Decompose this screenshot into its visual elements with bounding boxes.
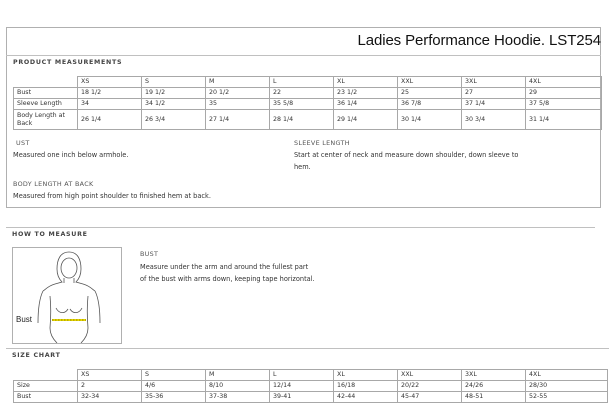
sc-cell: 52-55 [526,392,608,403]
pm-cell: 27 1/4 [206,110,270,130]
pm-size-header: XL [334,77,398,88]
pm-row-bust [14,88,602,99]
sc-size-header: 4XL [526,370,608,381]
sc-size-header: S [142,370,206,381]
sc-cell: 28/30 [526,381,608,392]
sc-size-header: M [206,370,270,381]
pm-cell: 34 [78,99,142,110]
pm-cell: 22 [270,88,334,99]
pm-cell: 23 1/2 [334,88,398,99]
pm-cell: 30 1/4 [398,110,462,130]
pm-size-header: 3XL [462,77,526,88]
sleeve-length-note-text: Start at center of neck and measure down shoulder, down sleeve to [294,151,519,159]
bust-measure-label: BUST [140,250,159,258]
pm-cell: 29 1/4 [334,110,398,130]
size-chart-heading: SIZE CHART [12,352,61,359]
sc-cell: 42-44 [334,392,398,403]
pm-row-body-length [14,110,602,130]
sc-cell: 16/18 [334,381,398,392]
pm-cell: 27 [462,88,526,99]
sc-cell: 45-47 [398,392,462,403]
sc-cell: 2 [78,381,142,392]
sc-size-header: XXL [398,370,462,381]
sleeve-length-note-label: SLEEVE LENGTH [294,139,350,147]
sc-cell: 24/26 [462,381,526,392]
body-length-note-label: BODY LENGTH AT BACK [13,180,94,188]
how-to-measure-heading: HOW TO MEASURE [12,231,88,238]
measure-figure [12,247,122,344]
sc-header-row [14,370,608,381]
page-title: Ladies Performance Hoodie. LST254 [357,32,601,49]
pm-header-row [14,77,602,88]
pm-size-header: S [142,77,206,88]
sc-cell: 39-41 [270,392,334,403]
pm-cell: 36 1/4 [334,99,398,110]
sc-cell: 20/22 [398,381,462,392]
pm-cell: 28 1/4 [270,110,334,130]
pm-cell: 29 [526,88,602,99]
pm-size-header: XXL [398,77,462,88]
sc-cell: 37-38 [206,392,270,403]
size-chart-divider [6,348,609,349]
sc-cell: 32-34 [78,392,142,403]
pm-row-label: Sleeve Length [14,99,78,110]
pm-row-sleeve-length [14,99,602,110]
sc-row-bust [14,392,608,403]
pm-size-header: M [206,77,270,88]
sc-cell: 4/6 [142,381,206,392]
pm-size-header: XS [78,77,142,88]
pm-cell: 34 1/2 [142,99,206,110]
pm-cell: 19 1/2 [142,88,206,99]
pm-size-header: L [270,77,334,88]
bust-measure-text-cont: of the bust with arms down, keeping tape horizontal. [140,275,315,283]
sc-size-header: XS [78,370,142,381]
body-length-note-text: Measured from high point shoulder to finished hem at back. [13,192,211,200]
sc-cell: 8/10 [206,381,270,392]
sc-row-label: Size [14,381,78,392]
bust-note-label: UST [16,139,30,147]
sleeve-length-note-text-cont: hem. [294,163,311,171]
pm-cell: 26 3/4 [142,110,206,130]
sc-cell: 12/14 [270,381,334,392]
pm-row-label: Body Length at Back [14,110,78,130]
how-to-measure-divider [6,227,595,228]
sc-cell: 48-51 [462,392,526,403]
sc-row-label: Bust [14,392,78,403]
pm-cell: 35 5/8 [270,99,334,110]
sc-row-size [14,381,608,392]
sc-cell: 35-36 [142,392,206,403]
pm-cell: 26 1/4 [78,110,142,130]
sc-corner-cell [14,370,78,381]
pm-cell: 18 1/2 [78,88,142,99]
pm-cell: 36 7/8 [398,99,462,110]
sc-size-header: 3XL [462,370,526,381]
sc-size-header: XL [334,370,398,381]
pm-cell: 30 3/4 [462,110,526,130]
product-measurements-table [13,76,602,130]
pm-cell: 37 5/8 [526,99,602,110]
figure-bust-label: Bust [16,315,33,324]
pm-cell: 37 1/4 [462,99,526,110]
pm-cell: 31 1/4 [526,110,602,130]
pm-cell: 25 [398,88,462,99]
sc-size-header: L [270,370,334,381]
size-chart-table [13,369,608,403]
product-measurements-heading: PRODUCT MEASUREMENTS [13,59,123,66]
pm-row-label: Bust [14,88,78,99]
woman-silhouette-icon [13,248,121,343]
pm-cell: 35 [206,99,270,110]
pm-size-header: 4XL [526,77,602,88]
bust-note-text: Measured one inch below armhole. [13,151,129,159]
pm-cell: 20 1/2 [206,88,270,99]
bust-measure-text: Measure under the arm and around the fullest part [140,263,309,271]
title-divider [6,55,601,56]
pm-corner-cell [14,77,78,88]
